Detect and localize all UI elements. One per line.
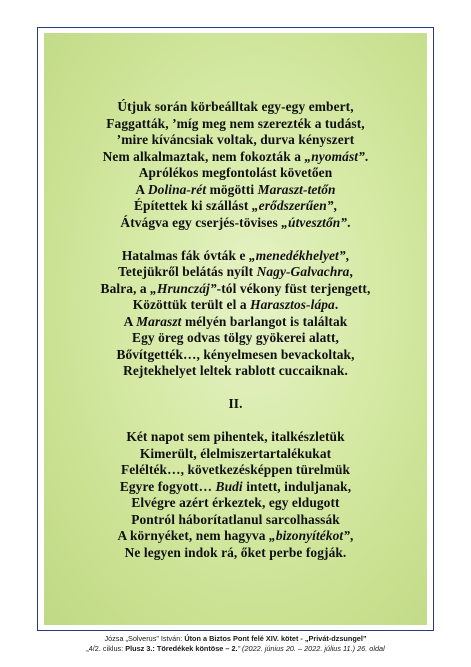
italic-segment: Dolina-rét (147, 181, 207, 197)
text-segment: Tetejükről belátás nyílt (118, 264, 257, 279)
text-segment: Bővítgették…, kényelmesen bevackoltak, (116, 346, 355, 362)
poem-line (44, 281, 427, 298)
text-segment: Felélték…, következésképpen türelmük (120, 462, 351, 477)
poem-line (44, 264, 427, 281)
poem-line (44, 149, 427, 166)
poem-line (44, 215, 427, 232)
text-segment: , (350, 528, 354, 543)
poem-line (44, 347, 427, 364)
stanza (44, 99, 427, 231)
poem-line (44, 99, 427, 116)
text-segment: Nem alkalmaztak, nem fokozták a (102, 148, 305, 164)
poem-line (44, 330, 427, 347)
text-segment: Egy öreg odvas tölgy gyökerei alatt, (132, 330, 339, 345)
footer-segment: Úton a Biztos Pont felé XIV. kötet - „Privát-dzsungel” (184, 634, 367, 643)
text-segment: Kimerült, élelmiszertartalékukat (139, 445, 332, 461)
poem-line (44, 512, 427, 529)
text-segment: Hatalmas fák óvták e (121, 247, 249, 263)
text-segment: , (345, 247, 350, 263)
text-segment: intett, induljanak, (242, 478, 352, 494)
text-segment: Közöttük terült el a (132, 297, 251, 312)
text-segment: A (123, 313, 137, 329)
poem-line (44, 479, 427, 496)
text-segment: , (333, 198, 337, 213)
footer-segment: ” (2022. június 20. – 2022. július 11.) 26. oldal (237, 644, 385, 653)
italic-segment: „nyomást” (304, 148, 365, 164)
text-segment: ’mire kíváncsiak voltak, durva kényszert (116, 132, 355, 147)
text-segment: Pontról háborítatlanul sarcolhassák (131, 511, 340, 527)
text-segment: Útjuk során körbeálltak egy-egy embert, (117, 99, 354, 114)
stanza (44, 248, 427, 380)
italic-segment: „bizonyítékot” (269, 528, 351, 543)
poem-line (44, 446, 427, 463)
poem-line (44, 165, 427, 182)
poem-line (44, 495, 427, 512)
text-segment: Elvégre azért érkeztek, egy eldugott (131, 495, 340, 510)
text-segment: Ne legyen indok rá, őket perbe fogják. (124, 544, 347, 560)
italic-segment: Nagy-Galvachra (256, 264, 350, 279)
poem-line (44, 528, 427, 545)
text-segment: Építettek ki szállást (134, 198, 252, 213)
poem-line (44, 132, 427, 149)
poem-line (44, 462, 427, 479)
text-segment: Egyre fogyott… (119, 478, 216, 494)
footer-segment: „4/2. ciklus: (86, 644, 126, 653)
italic-segment: „útvesztőn” (281, 214, 348, 230)
italic-segment: Budi (215, 478, 243, 494)
poem-line (44, 545, 427, 562)
text-segment: , (349, 264, 353, 279)
text-segment: Faggatták, ’míg meg nem szerezték a tudást, (106, 115, 365, 131)
italic-segment: „erődszerűen” (251, 198, 334, 213)
text-segment: Rejtekhelyet leltek rablott cuccaiknak. (123, 363, 348, 378)
text-segment: Aprólékos megfontolást követően (138, 165, 333, 180)
italic-segment: „Hrunczáj” (150, 280, 217, 296)
poem-body (44, 99, 427, 578)
page-footer (37, 634, 434, 654)
poem-line (44, 429, 427, 446)
footer-segment: Józsa „Solverus” István: (104, 634, 185, 643)
footer-line-1 (37, 634, 434, 644)
text-segment: A (135, 181, 148, 197)
footer-line-2 (37, 644, 434, 654)
italic-segment: Maraszt-tetőn (257, 181, 336, 197)
poem-panel (44, 33, 427, 625)
poem-line (44, 198, 427, 215)
footer-segment: Plusz 3.: Töredékek köntöse – 2. (125, 644, 238, 653)
text-segment: A környéket, nem hagyva (117, 528, 270, 543)
poem-line (44, 297, 427, 314)
text-segment: Átvágva egy cserjés-tövises (120, 214, 282, 230)
text-segment: . (347, 214, 351, 230)
poem-line (44, 363, 427, 380)
poem-line (44, 116, 427, 133)
text-segment: Két napot sem pihentek, italkészletük (126, 429, 345, 444)
text-segment: mélyén barlangot is találtak (181, 313, 348, 329)
poem-line (44, 248, 427, 265)
text-segment: . (364, 148, 369, 164)
section-heading: II. (228, 396, 243, 411)
italic-segment: „menedékhelyet” (248, 247, 346, 263)
text-segment: . (334, 297, 339, 312)
italic-segment: Harasztos-lápa (250, 297, 335, 312)
poem-line (44, 314, 427, 331)
text-segment: mögötti (206, 181, 258, 197)
text-segment: Balra, a (100, 280, 151, 296)
stanza (44, 429, 427, 561)
text-segment: -tól vékony füst terjengett, (216, 280, 371, 296)
poem-line (44, 182, 427, 199)
italic-segment: Maraszt (136, 313, 182, 329)
